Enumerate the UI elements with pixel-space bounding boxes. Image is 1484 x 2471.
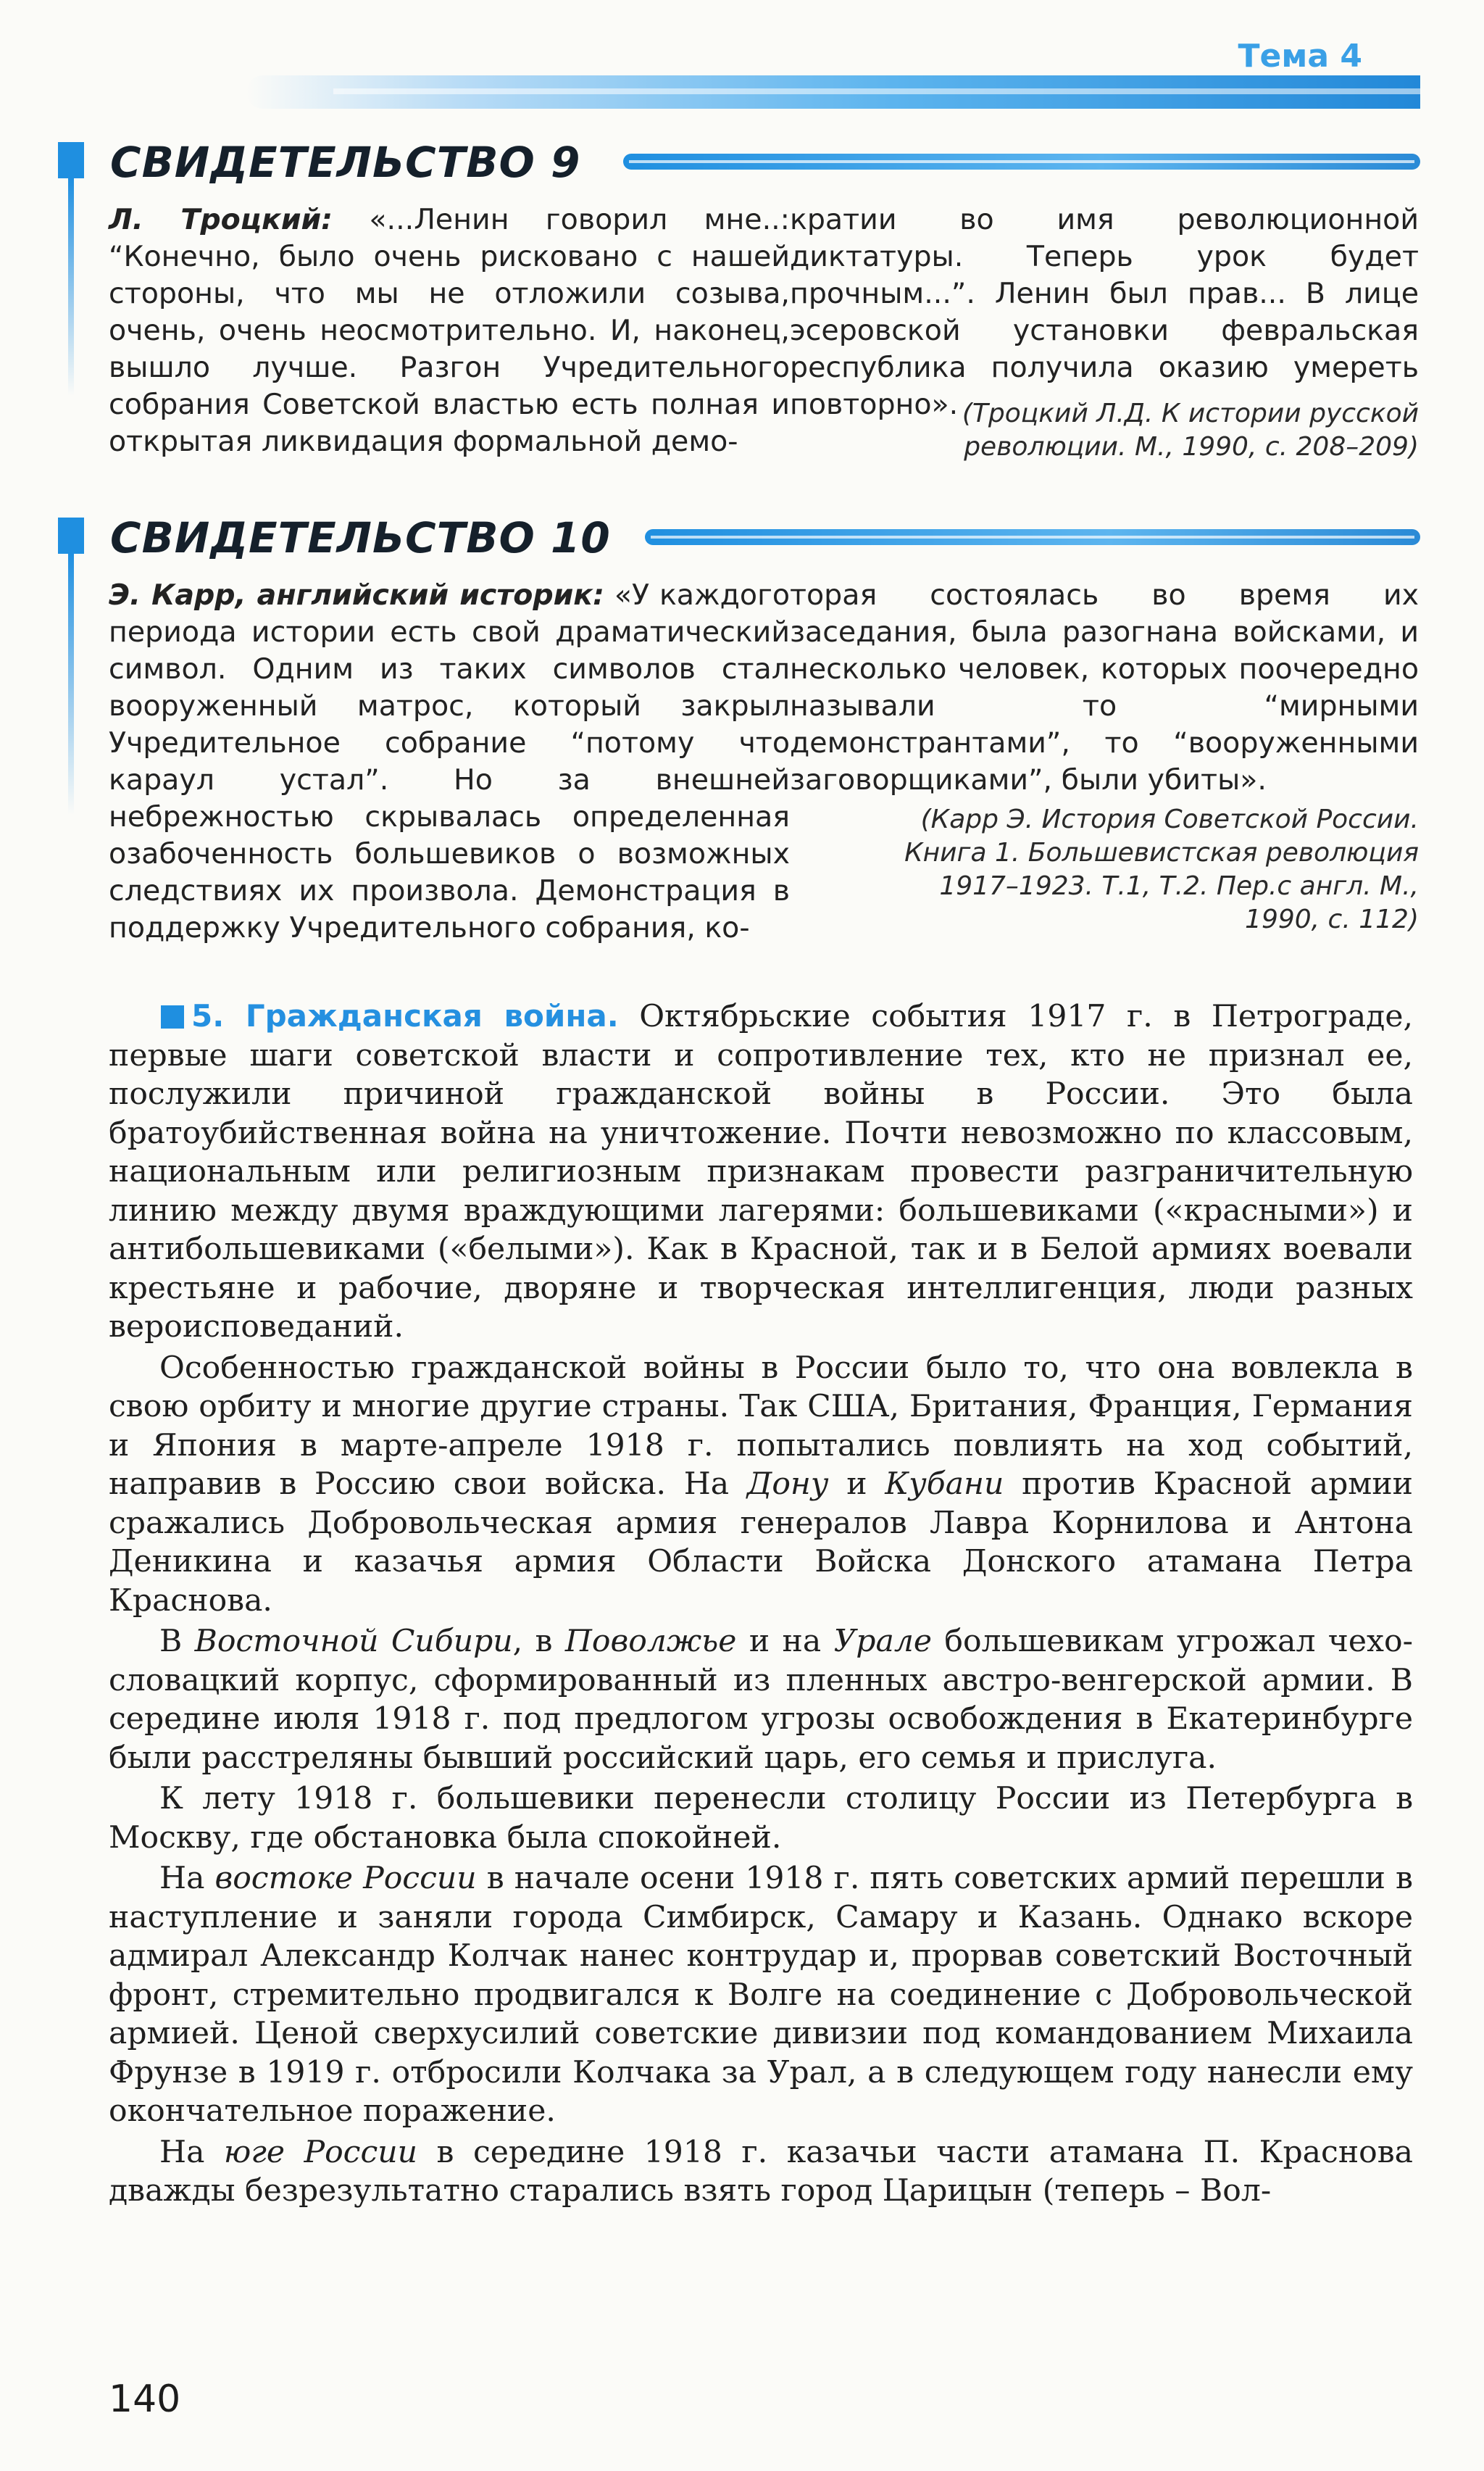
paragraph-text: в начале осени 1918 г. пять советских армий перешли в наступление и заняли города Симбирск, Самару и Казань. Однако вскоре адмирал Александр Колчак нанес контрудар и, прорвав советский Восточный фронт, стремительно продвигался к Волге на соединение с Добровольческой армией. Ценой сверхусилий советские дивизии под командованием Михаила Фрунзе в 1919 г. отбросили Колчака за Урал, а в следующем году нанесли ему окончательное поражение. bbox=[109, 1861, 1413, 2129]
paragraph-text: в середине 1918 г. казачьи части атамана П. Краснова дважды безрезультатно старались взять город Царицын (теперь – Вол- bbox=[109, 2134, 1414, 2209]
evidence-9-left-column bbox=[109, 202, 790, 460]
evidence-author: Э. Карр, английский историк: bbox=[109, 578, 604, 612]
section-title: СВИДЕТЕЛЬСТВО 10 bbox=[110, 513, 611, 562]
place-name: Восточной Сибири bbox=[194, 1624, 513, 1659]
section-rule bbox=[623, 154, 1420, 170]
section-stem bbox=[68, 554, 74, 815]
paragraph-text: большевикам угрожал чехо-словацкий корпус, сформированный из пленных австро-венгерской армии. В середине июля 1918 г. под предлогом угрозы освобождения в Екатеринбурге были расстреляны бывший российский царь, его семья и прислуга. bbox=[109, 1624, 1413, 1776]
paragraph-text: Особенностью гражданской войны в России было то, что она вовлекла в свою орбиту и многие другие страны. Так США, Британия, Франция, Германия и Япония в марте-апреле 1918 г. попытались повлиять на ход событий, направив в Россию свои войска. bbox=[109, 1350, 1413, 1502]
section-marker bbox=[58, 518, 84, 554]
section-marker bbox=[58, 142, 84, 178]
bullet-square-icon bbox=[161, 1005, 184, 1029]
quote-text: торая состоялась во время их заседания, была разогнана войсками, и несколько человек, которых поочередно называли то “мирными демонстрантами”, то “вооруженными заговорщиками”, были убиты». bbox=[790, 578, 1419, 797]
evidence-10-left-column bbox=[109, 577, 790, 947]
topic-label: Тема 4 bbox=[1238, 38, 1362, 75]
section-title: СВИДЕТЕЛЬСТВО 9 bbox=[110, 138, 581, 187]
paragraph-text: На bbox=[666, 1466, 747, 1502]
header-decoration bbox=[246, 75, 1420, 109]
page-number: 140 bbox=[109, 2377, 181, 2421]
main-text bbox=[109, 997, 1413, 2211]
paragraph bbox=[109, 2133, 1413, 2211]
paragraph-text: и bbox=[828, 1466, 885, 1502]
place-name: Поволжье bbox=[564, 1624, 737, 1659]
paragraph-text: На bbox=[159, 1861, 215, 1896]
paragraph bbox=[109, 997, 1413, 1347]
paragraph-text: и на bbox=[736, 1624, 834, 1659]
quote-text: «У каждого периода истории есть свой драматический символ. Одним из таких символов стал вооруженный матрос, который закрыл Учредительное собрание “потому что караул устал”. Но за внешней небрежностью скрывалась определенная озабоченность большевиков о возможных следствиях их произвола. Демонстрация в поддержку Учредительного собрания, ко- bbox=[109, 578, 790, 944]
evidence-9-right-column bbox=[790, 202, 1419, 423]
evidence-10-right-column bbox=[790, 577, 1419, 799]
paragraph-text: К лету 1918 г. большевики перенесли столицу России из Петербурга в Москву, где обстановка была спокойней. bbox=[109, 1781, 1413, 1856]
evidence-10 bbox=[58, 513, 1420, 992]
quote-text: «...Ленин говорил мне..: “Конечно, было очень рисковано с нашей стороны, что мы не отложили созыва, очень, очень неосмотрительно. И, наконец, вышло лучше. Разгон Учредительного собрания Советской властью есть полная и открытая ликвидация формальной демо- bbox=[109, 203, 790, 458]
section-heading: 5. Гражданская война. bbox=[191, 998, 619, 1034]
place-name: востоке России bbox=[214, 1861, 477, 1896]
paragraph-text: , в bbox=[512, 1624, 565, 1659]
place-name: Дону bbox=[746, 1466, 829, 1502]
quote-text: кратии во имя революционной диктатуры. Теперь урок будет прочным...”. Ленин был прав... В лице эсеровской установки февральская республика получила оказию умереть повторно». bbox=[790, 203, 1419, 421]
paragraph bbox=[109, 1349, 1413, 1621]
section-rule bbox=[645, 529, 1420, 545]
citation: (Троцкий Л.Д. К истории русской революции. М., 1990, с. 208–209) bbox=[962, 399, 1419, 462]
paragraph-text: В bbox=[159, 1624, 195, 1659]
paragraph bbox=[109, 1622, 1413, 1777]
place-name: юге России bbox=[223, 2134, 418, 2170]
paragraph bbox=[109, 1859, 1413, 2131]
evidence-9 bbox=[58, 138, 1420, 515]
paragraph bbox=[109, 1779, 1413, 1857]
citation: (Карр Э. История Советской России. Книга 1. Большевистская революция 1917–1923. Т.1, Т.2. Пер.с англ. М., 1990, с. 112) bbox=[904, 805, 1419, 934]
place-name: Урале bbox=[833, 1624, 933, 1659]
paragraph-text: Октябрьские события 1917 г. в Петрограде, первые шаги советской власти и сопротивление тех, кто не признал ее, послужили причиной гражданской войны в России. Это была братоубийственная война на уничтожение. Почти невозможно по классовым, национальным или религиозным признакам провести разграничительную линию между двумя враждующими лагерями: большевиками («красными») и антибольшевиками («белыми»). Как в Красной, так и в Белой армиях воевали крестьяне и рабочие, дворяне и творческая интеллигенция, люди разных вероисповеданий. bbox=[109, 999, 1413, 1345]
paragraph-text: На bbox=[159, 2134, 224, 2170]
paragraph-text: против Красной армии сражались Добровольческая армия генералов Лавра Корнилова и Антона Деникина и казачья армия Области Войска Донского атамана Петра Краснова. bbox=[109, 1466, 1413, 1619]
section-stem bbox=[68, 178, 74, 396]
place-name: Кубани bbox=[885, 1466, 1004, 1502]
evidence-author: Л. Троцкий: bbox=[109, 203, 333, 236]
